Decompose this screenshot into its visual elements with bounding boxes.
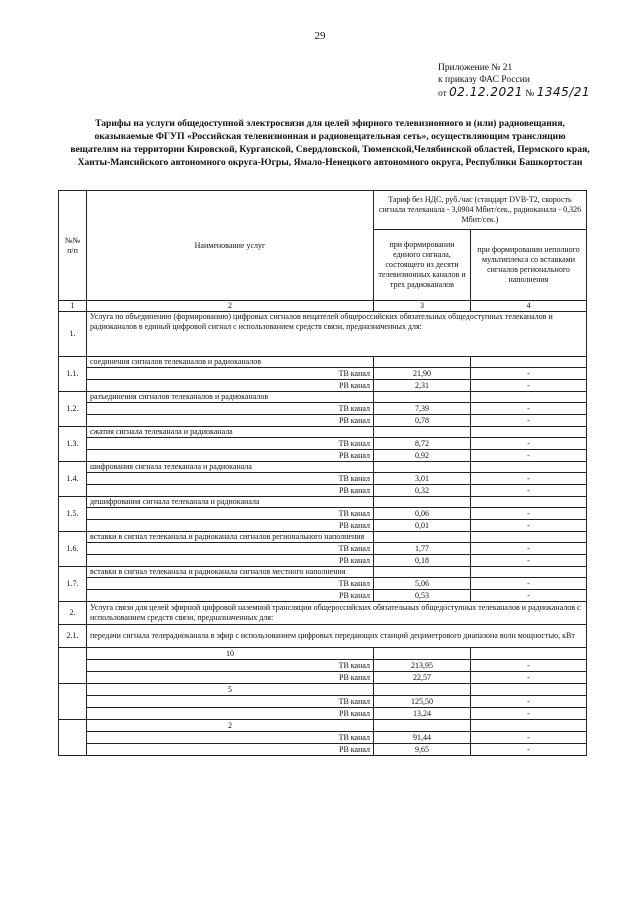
- tariff-value: 7,39: [374, 403, 471, 415]
- item-label: разъединения сигналов телеканалов и радиоканалов: [87, 392, 374, 403]
- channel-label: РВ канал: [87, 520, 374, 532]
- channel-label: ТВ канал: [87, 660, 374, 672]
- tariff-dash: -: [471, 368, 587, 380]
- tariff-table: [58, 190, 587, 756]
- tariff-dash: -: [471, 450, 587, 462]
- page-number: 29: [314, 30, 326, 42]
- channel-label: РВ канал: [87, 708, 374, 720]
- empty-cell: [374, 567, 471, 578]
- tariff-dash: -: [471, 672, 587, 684]
- section-2-text: Услуга связи для целей эфирной цифровой наземной трансляции общероссийских обязательных общедоступных телеканалов и радиоканалов с использованием средств связи, предназначенных для:: [87, 602, 587, 625]
- empty-cell: [374, 684, 471, 696]
- channel-label: ТВ канал: [87, 368, 374, 380]
- rv-channel-row: [59, 744, 587, 756]
- item-no: 1.3.: [59, 427, 87, 462]
- tariff-value: 213,95: [374, 660, 471, 672]
- item-no: 1.2.: [59, 392, 87, 427]
- col-number-4: 4: [471, 301, 587, 312]
- appendix-date-prefix: от: [438, 89, 447, 99]
- rv-channel-row: [59, 708, 587, 720]
- tariff-value: 0,92: [374, 450, 471, 462]
- channel-label: ТВ канал: [87, 508, 374, 520]
- column-number-row: [59, 301, 587, 312]
- item-2-1-label: передачи сигнала телерадиоканала в эфир с использованием цифровых передающих станций дециметрового диапазона волн мощностью, кВт: [87, 625, 587, 648]
- empty-cell: [471, 392, 587, 403]
- item-label: шифрования сигнала телеканала и радиоканала: [87, 462, 374, 473]
- channel-label: ТВ канал: [87, 696, 374, 708]
- empty-cell: [471, 462, 587, 473]
- tariff-dash: -: [471, 403, 587, 415]
- header-tariff: Тариф без НДС, руб./час (стандарт DVB-T2, скорость сигнала телеканала - 3,0904 Мбит/сек., радиоканала - 0,326 Мбит/сек.): [374, 191, 587, 230]
- appendix-line-1: Приложение № 21: [438, 63, 513, 73]
- rv-channel-row: [59, 672, 587, 684]
- tariff-value: 125,50: [374, 696, 471, 708]
- rv-channel-row: [59, 555, 587, 567]
- header-tariff-b: при формировании неполного мультиплекса со вставками сигналов регионального наполнения: [471, 230, 587, 301]
- rv-channel-row: [59, 450, 587, 462]
- item-no: 1.5.: [59, 497, 87, 532]
- appendix-number: 1345/21: [536, 85, 591, 99]
- tariff-value: 22,57: [374, 672, 471, 684]
- tariff-dash: -: [471, 508, 587, 520]
- rv-channel-row: [59, 380, 587, 392]
- tariff-value: 9,65: [374, 744, 471, 756]
- channel-label: РВ канал: [87, 485, 374, 497]
- rv-channel-row: [59, 415, 587, 427]
- tv-channel-row: [59, 696, 587, 708]
- tv-channel-row: [59, 403, 587, 415]
- section-1-no: 1.: [59, 312, 87, 357]
- tv-channel-row: [59, 438, 587, 450]
- item-label: вставки в сигнал телеканала и радиоканала сигналов местного наполнения: [87, 567, 374, 578]
- empty-cell: [374, 392, 471, 403]
- empty-cell: [374, 720, 471, 732]
- power-value: 2: [87, 720, 374, 732]
- empty-cell: [374, 648, 471, 660]
- tariff-dash: -: [471, 708, 587, 720]
- appendix-line-3: [438, 86, 628, 100]
- channel-label: ТВ канал: [87, 438, 374, 450]
- tariff-value: 0,18: [374, 555, 471, 567]
- item-row: [59, 357, 587, 368]
- empty-cell: [374, 532, 471, 543]
- empty-no-cell: [59, 684, 87, 720]
- appendix-date: 02.12.2021: [449, 85, 523, 99]
- channel-label: ТВ канал: [87, 473, 374, 485]
- empty-cell: [374, 462, 471, 473]
- col-number-3: 3: [374, 301, 471, 312]
- channel-label: ТВ канал: [87, 403, 374, 415]
- channel-label: ТВ канал: [87, 543, 374, 555]
- tv-channel-row: [59, 508, 587, 520]
- item-label: соединения сигналов телеканалов и радиоканалов: [87, 357, 374, 368]
- header-name: Наименование услуг: [87, 191, 374, 301]
- empty-cell: [374, 497, 471, 508]
- document-title: Тарифы на услуги общедоступной электросвязи для целей эфирного телевизионного и (или) радиовещания, оказываемые ФГУП «Российская телевизионная и радиовещательная сеть», осуществляющим трансляцию вещателям на территории Кировской, Курганской, Свердловской, Тюменской,Челябинской областей, Пермского края, Ханты-Мансийского автономного округа-Югры, Ямало-Ненецкого автономного округа, Республики Башкортостан: [70, 118, 590, 168]
- tariff-value: 0,53: [374, 590, 471, 602]
- tv-channel-row: [59, 578, 587, 590]
- rv-channel-row: [59, 590, 587, 602]
- tariff-dash: -: [471, 732, 587, 744]
- item-row: [59, 427, 587, 438]
- section-1-row: [59, 312, 587, 357]
- tariff-value: 0,01: [374, 520, 471, 532]
- tariff-dash: -: [471, 590, 587, 602]
- item-label: сжатия сигнала телеканала и радиоканала: [87, 427, 374, 438]
- tariff-dash: -: [471, 520, 587, 532]
- tariff-dash: -: [471, 543, 587, 555]
- item-row: [59, 462, 587, 473]
- tariff-dash: -: [471, 660, 587, 672]
- tariff-value: 0,32: [374, 485, 471, 497]
- tariff-dash: -: [471, 438, 587, 450]
- item-row: [59, 392, 587, 403]
- tariff-dash: -: [471, 696, 587, 708]
- tariff-value: 91,44: [374, 732, 471, 744]
- header-tariff-a: при формировании единого сигнала, состоящего из десяти телевизионных каналов и трех радиоканалов: [374, 230, 471, 301]
- item-2-1-no: 2.1.: [59, 625, 87, 648]
- tariff-dash: -: [471, 380, 587, 392]
- tariff-value: 1,77: [374, 543, 471, 555]
- tariff-value: 0,06: [374, 508, 471, 520]
- channel-label: РВ канал: [87, 555, 374, 567]
- empty-cell: [471, 684, 587, 696]
- tv-channel-row: [59, 543, 587, 555]
- power-row: [59, 684, 587, 696]
- section-1-text: Услуга по объединению (формированию) цифровых сигналов вещателей общероссийских обязательных общедоступных телеканалов и радиоканалов в единый цифровой сигнал с использованием средств связи, предназначенных для:: [87, 312, 587, 357]
- col-number-1: 1: [59, 301, 87, 312]
- empty-cell: [374, 427, 471, 438]
- tariff-value: 21,90: [374, 368, 471, 380]
- tv-channel-row: [59, 660, 587, 672]
- empty-no-cell: [59, 648, 87, 684]
- tariff-value: 3,01: [374, 473, 471, 485]
- channel-label: РВ канал: [87, 380, 374, 392]
- empty-cell: [471, 532, 587, 543]
- empty-cell: [471, 720, 587, 732]
- header-row: [59, 191, 587, 230]
- col-number-2: 2: [87, 301, 374, 312]
- tv-channel-row: [59, 732, 587, 744]
- rv-channel-row: [59, 485, 587, 497]
- appendix-block: [438, 62, 628, 100]
- channel-label: РВ канал: [87, 415, 374, 427]
- tariff-dash: -: [471, 473, 587, 485]
- item-2-1-row: [59, 625, 587, 648]
- tariff-value: 0,78: [374, 415, 471, 427]
- tariff-value: 5,06: [374, 578, 471, 590]
- header-no: №№ п/п: [59, 191, 87, 301]
- item-no: 1.7.: [59, 567, 87, 602]
- empty-cell: [471, 357, 587, 368]
- item-no: 1.6.: [59, 532, 87, 567]
- channel-label: ТВ канал: [87, 732, 374, 744]
- tv-channel-row: [59, 473, 587, 485]
- power-row: [59, 720, 587, 732]
- item-label: вставки в сигнал телеканала и радиоканала сигналов регионального наполнения: [87, 532, 374, 543]
- channel-label: РВ канал: [87, 744, 374, 756]
- empty-cell: [471, 497, 587, 508]
- tariff-value: 13,24: [374, 708, 471, 720]
- channel-label: РВ канал: [87, 590, 374, 602]
- empty-cell: [471, 427, 587, 438]
- tariff-dash: -: [471, 744, 587, 756]
- empty-no-cell: [59, 720, 87, 756]
- empty-cell: [471, 648, 587, 660]
- item-row: [59, 532, 587, 543]
- power-value: 10: [87, 648, 374, 660]
- tv-channel-row: [59, 368, 587, 380]
- tariff-dash: -: [471, 485, 587, 497]
- power-row: [59, 648, 587, 660]
- tariff-value: 2,31: [374, 380, 471, 392]
- power-value: 5: [87, 684, 374, 696]
- item-no: 1.4.: [59, 462, 87, 497]
- tariff-dash: -: [471, 578, 587, 590]
- section-2-row: [59, 602, 587, 625]
- item-label: дешифрования сигнала телеканала и радиоканала: [87, 497, 374, 508]
- appendix-number-sign: №: [525, 89, 535, 99]
- appendix-line-2: к приказу ФАС России: [438, 75, 530, 85]
- empty-cell: [471, 567, 587, 578]
- tariff-dash: -: [471, 415, 587, 427]
- item-row: [59, 497, 587, 508]
- tariff-dash: -: [471, 555, 587, 567]
- channel-label: ТВ канал: [87, 578, 374, 590]
- item-no: 1.1.: [59, 357, 87, 392]
- section-2-no: 2.: [59, 602, 87, 625]
- channel-label: РВ канал: [87, 450, 374, 462]
- channel-label: РВ канал: [87, 672, 374, 684]
- empty-cell: [374, 357, 471, 368]
- rv-channel-row: [59, 520, 587, 532]
- item-row: [59, 567, 587, 578]
- tariff-value: 8,72: [374, 438, 471, 450]
